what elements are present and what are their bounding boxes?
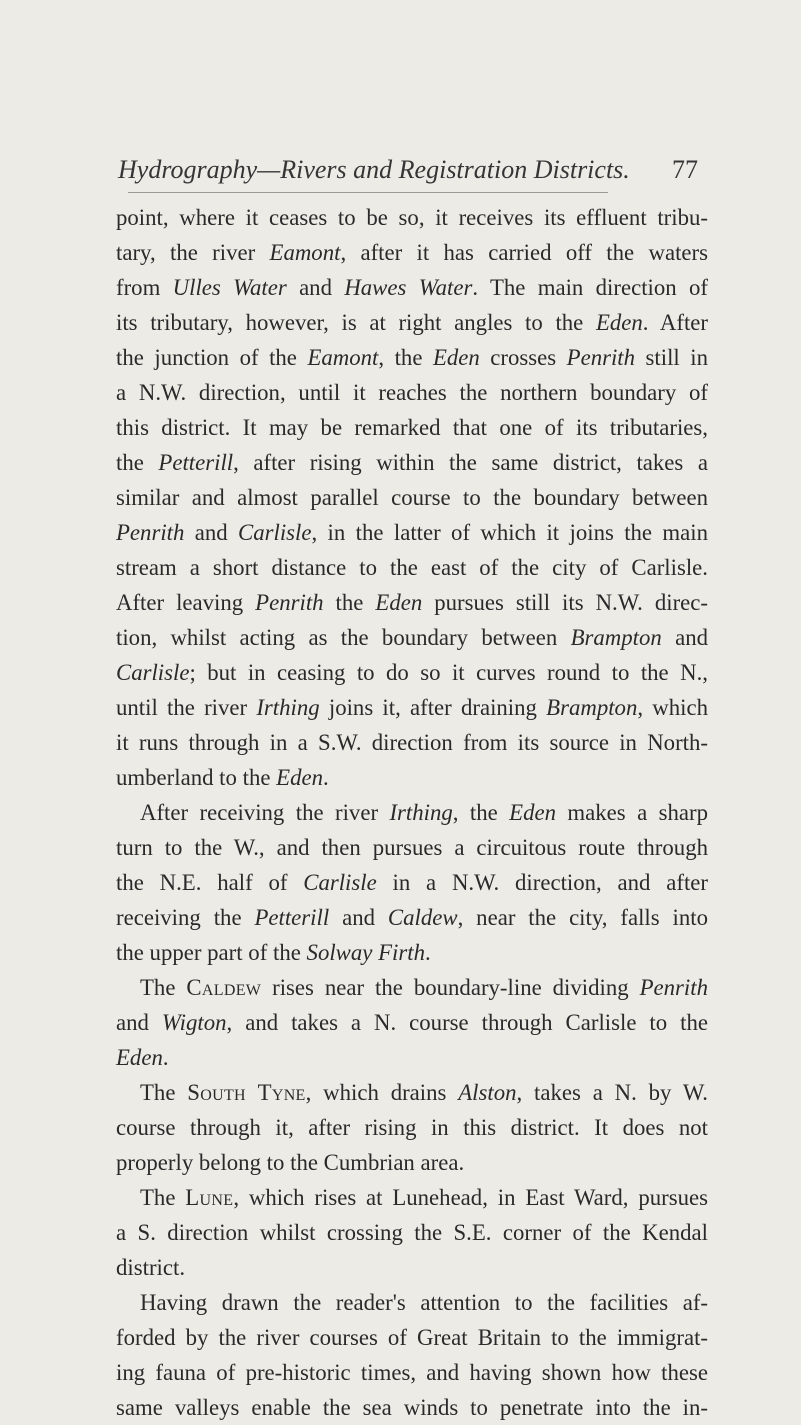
- body-text: [116, 200, 708, 1425]
- text-line: and Wigton, and takes a N. course through Carlisle to the: [116, 1010, 708, 1035]
- text-line: district.: [116, 1255, 186, 1280]
- text-line: this district. It may be remarked that one of its tributaries,: [116, 415, 708, 440]
- text-line: ing fauna of pre-historic times, and having shown how these: [116, 1360, 708, 1385]
- text-line: it runs through in a S.W. direction from its source in North-: [116, 730, 708, 755]
- text-line: turn to the W., and then pursues a circuitous route through: [116, 835, 708, 860]
- running-title: Hydrography—Rivers and Registration Districts.: [118, 155, 630, 184]
- running-header: [118, 147, 698, 193]
- text-line: course through it, after rising in this district. It does not: [116, 1115, 708, 1140]
- text-line: The Caldew rises near the boundary-line dividing Penrith: [140, 975, 708, 1000]
- text-line: Carlisle; but in ceasing to do so it curves round to the N.,: [116, 660, 708, 685]
- page-number: 77: [672, 155, 698, 184]
- text-line: tion, whilst acting as the boundary between Brampton and: [116, 625, 708, 650]
- text-line: After leaving Penrith the Eden pursues still its N.W. direc-: [116, 590, 708, 615]
- text-line: same valleys enable the sea winds to penetrate into the in-: [116, 1395, 708, 1420]
- text-line: from Ulles Water and Hawes Water. The main direction of: [116, 275, 708, 300]
- text-line: Eden.: [116, 1045, 169, 1070]
- text-line: The Lune, which rises at Lunehead, in East Ward, pursues: [140, 1185, 708, 1210]
- text-line: a S. direction whilst crossing the S.E. corner of the Kendal: [116, 1220, 708, 1245]
- text-line: the Petterill, after rising within the same district, takes a: [116, 450, 708, 475]
- text-line: The South Tyne, which drains Alston, takes a N. by W.: [140, 1080, 708, 1105]
- text-line: until the river Irthing joins it, after draining Brampton, which: [116, 695, 708, 720]
- text-line: point, where it ceases to be so, it receives its effluent tribu-: [116, 205, 708, 230]
- text-line: similar and almost parallel course to the boundary between: [116, 485, 708, 510]
- text-line: Penrith and Carlisle, in the latter of which it joins the main: [116, 520, 708, 545]
- text-line: its tributary, however, is at right angles to the Eden. After: [116, 310, 708, 335]
- text-line: the upper part of the Solway Firth.: [116, 940, 431, 965]
- text-line: properly belong to the Cumbrian area.: [116, 1150, 465, 1175]
- text-line: the N.E. half of Carlisle in a N.W. direction, and after: [116, 870, 708, 895]
- text-line: a N.W. direction, until it reaches the northern boundary of: [116, 380, 708, 405]
- text-line: tary, the river Eamont, after it has carried off the waters: [116, 240, 708, 265]
- text-line: stream a short distance to the east of the city of Carlisle.: [116, 555, 708, 580]
- text-line: the junction of the Eamont, the Eden crosses Penrith still in: [116, 345, 709, 370]
- text-line: After receiving the river Irthing, the Eden makes a sharp: [140, 800, 708, 825]
- header-rule: [128, 192, 608, 193]
- text-line: Having drawn the reader's attention to the facilities af-: [140, 1290, 708, 1315]
- text-line: umberland to the Eden.: [116, 765, 329, 790]
- text-line: forded by the river courses of Great Britain to the immigrat-: [116, 1325, 708, 1350]
- text-line: receiving the Petterill and Caldew, near the city, falls into: [116, 905, 708, 930]
